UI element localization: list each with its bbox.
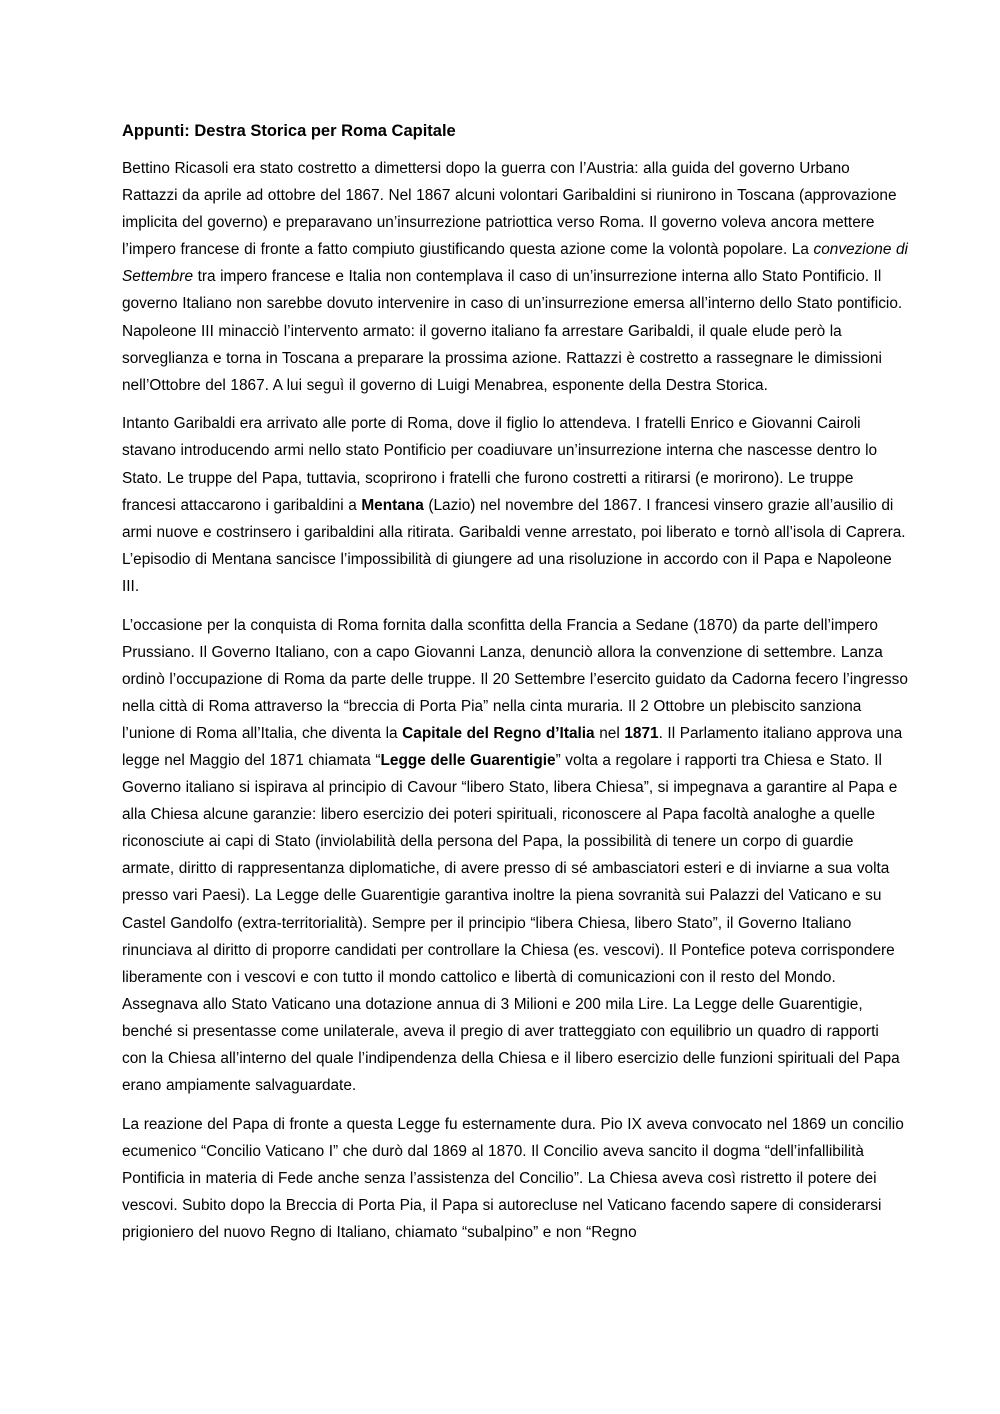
text-run: tra impero francese e Italia non contemplava il caso di un’insurrezione interna allo Stato Pontificio. Il governo Italiano non sarebbe dovuto intervenire in caso di un’insurrezione emersa all’interno dello Stato pontificio. Napoleone III minacciò l’intervento armato: il governo italiano fa arrestare Garibaldi, il quale elude però la sorveglianza e torna in Toscana a preparare la prossima azione. Rattazzi è costretto a rassegnare le dimissioni nell’Ottobre del 1867. A lui seguì il governo di Luigi Menabrea, esponente della Destra Storica. [122,268,903,394]
text-run: . Il Parlamento italiano approva una legge nel Maggio del 1871 chiamata “ [122,724,903,769]
bold-term: Capitale del Regno d’Italia [402,724,595,742]
bold-term: 1871 [624,724,659,742]
italic-term: convezione di Settembre [122,241,908,286]
text-run: Bettino Ricasoli era stato costretto a dimettersi dopo la guerra con l’Austria: alla guida del governo Urbano Rattazzi da aprile ad ottobre del 1867. Nel 1867 alcuni volontari Garibaldini si riunirono in Toscana (approvazione implicita del governo) e preparavano un’insurrezione patriottica verso Roma. Il governo voleva ancora mettere l’impero francese di fronte a fatto compiuto giustificando questa azione come la volontà popolare. La [122,160,897,259]
paragraph-mentana [122,410,908,600]
paragraph-rattazzi-government [122,155,908,399]
paragraph-papal-reaction [122,1111,908,1246]
document-title: Appunti: Destra Storica per Roma Capitale [122,122,456,140]
text-run: (Lazio) nel novembre del 1867. I francesi vinsero grazie all’ausilio di armi nuove e costrinsero i garibaldini alla ritirata. Garibaldi venne arrestato, poi liberato e tornò all’isola di Caprera. L’episodio di Mentana sancisce l’impossibilità di giungere ad una risoluzione in accordo con il Papa e Napoleone III. [122,496,906,595]
text-run: Intanto Garibaldi era arrivato alle porte di Roma, dove il figlio lo attendeva. I fratelli Enrico e Giovanni Cairoli stavano introducendo armi nello stato Pontificio per coadiuvare un’insurrezione interna che nascesse dentro lo Stato. Le truppe del Papa, tuttavia, scoprirono i fratelli che furono costretti a ritirarsi (e morirono). Le truppe francesi attaccarono i garibaldini a [122,415,878,514]
paragraph-rome-capital [122,612,908,1100]
document-body [122,119,908,1258]
text-run: nel [594,724,625,742]
bold-term: Legge delle Guarentigie [380,751,556,769]
bold-term: Mentana [361,496,424,514]
text-run: L’occasione per la conquista di Roma fornita dalla sconfitta della Francia a Sedane (1870) da parte dell’impero Prussiano. Il Governo Italiano, con a capo Giovanni Lanza, denunciò allora la convenzione di settembre. Lanza ordinò l’occupazione di Roma da parte delle truppe. Il 20 Settembre l’esercito guidato da Cadorna fecero l’ingresso nella città di Roma attraverso la “breccia di Porta Pia” nella cinta muraria. Il 2 Ottobre un plebiscito sanziona l’unione di Roma all’Italia, che diventa la [122,616,908,742]
text-run: ” volta a regolare i rapporti tra Chiesa e Stato. Il Governo italiano si ispirava al principio di Cavour “libero Stato, libera Chiesa”, si impegnava a garantire al Papa e alla Chiesa alcune garanzie: libero esercizio dei poteri spirituali, riconoscere al Papa facoltà analoghe a quelle riconosciute ai capi di Stato (inviolabilità della persona del Papa, la possibilità di tenere un corpo di guardie armate, diritto di rappresentanza diplomatiche, di avere presso di sé ambasciatori esteri e di inviarne a sua volta presso vari Paesi). La Legge delle Guarentigie garantiva inoltre la piena sovranità sui Palazzi del Vaticano e su Castel Gandolfo (extra-territorialità). Sempre per il principio “libera Chiesa, libero Stato”, il Governo Italiano rinunciava al diritto di proporre candidati per controllare la Chiesa (es. vescovi). Il Pontefice poteva corrispondere liberamente con i vescovi e con tutto il mondo cattolico e libertà di comunicazioni con il resto del Mondo. Assegnava allo Stato Vaticano una dotazione annua di 3 Milioni e 200 mila Lire. La Legge delle Guarentigie, benché si presentasse come unilaterale, aveva il pregio di aver tratteggiato con equilibrio un quadro di rapporti con la Chiesa all’interno del quale l’indipendenza della Chiesa e il libero esercizio delle funzioni spirituali del Papa erano ampiamente salvaguardate. [122,751,900,1095]
text-run: La reazione del Papa di fronte a questa Legge fu esternamente dura. Pio IX aveva convocato nel 1869 un concilio ecumenico “Concilio Vaticano I” che durò dal 1869 al 1870. Il Concilio aveva sancito il dogma “dell’infallibilità Pontificia in materia di Fede anche senza l’assistenza del Concilio”. La Chiesa aveva così ristretto il potere dei vescovi. Subito dopo la Breccia di Porta Pia, il Papa si autorecluse nel Vaticano facendo sapere di considerarsi prigioniero del nuovo Regno di Italiano, chiamato “subalpino” e non “Regno [122,1115,904,1242]
